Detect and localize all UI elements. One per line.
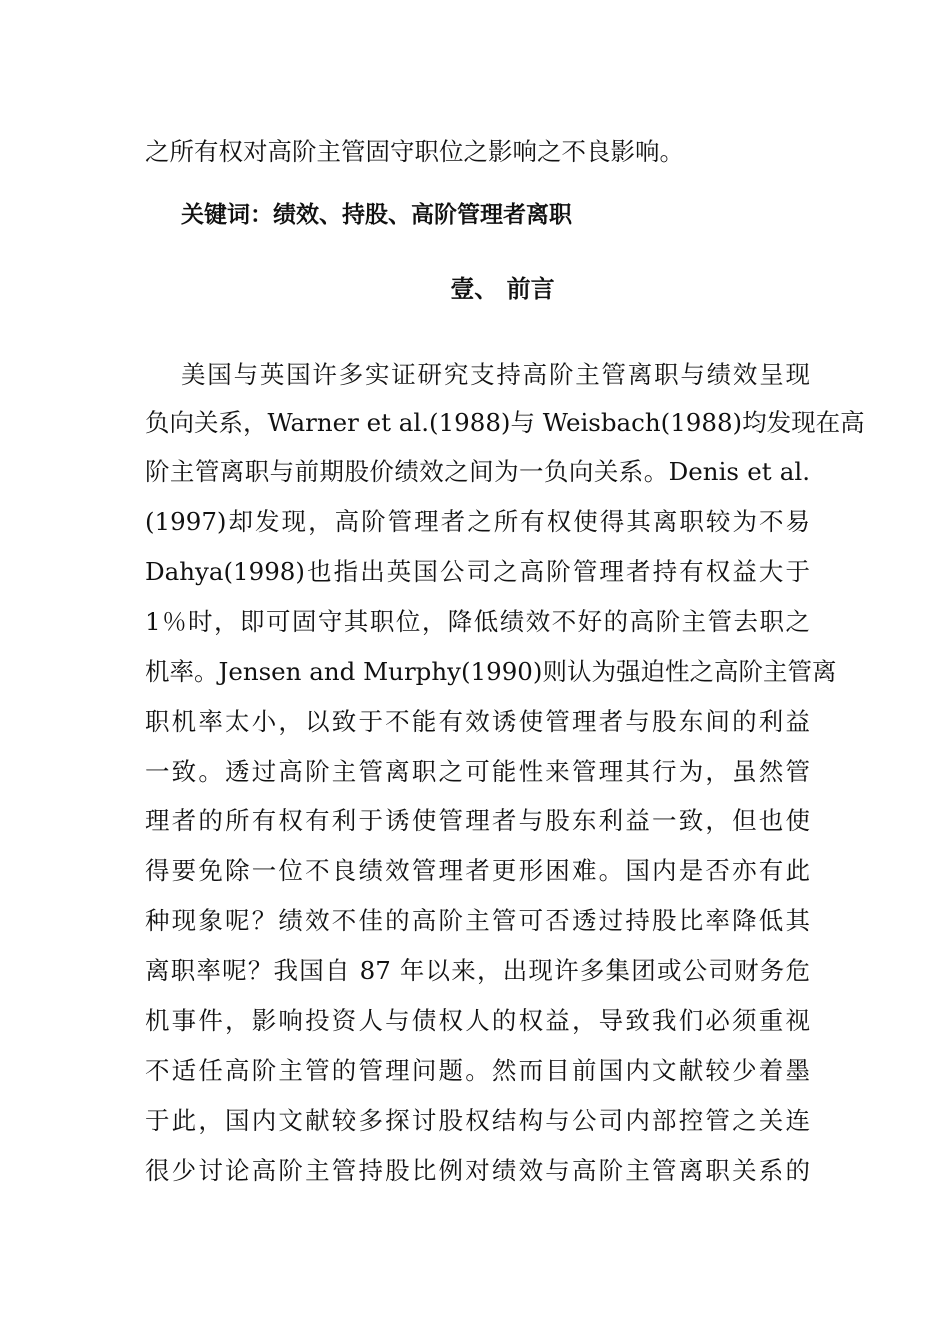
keywords-line: 关键词：绩效、持股、高阶管理者离职 bbox=[181, 202, 572, 228]
paragraph-line: 离职率呢？我国自 87 年以来，出现许多集团或公司财务危 bbox=[145, 956, 810, 985]
paragraph-line: 阶主管离职与前期股价绩效之间为一负向关系。Denis et al. bbox=[145, 457, 810, 486]
document-page bbox=[145, 0, 865, 1344]
paragraph-line: Dahya(1998)也指出英国公司之高阶管理者持有权益大于 bbox=[145, 557, 810, 586]
paragraph-line: 种现象呢？绩效不佳的高阶主管可否透过持股比率降低其 bbox=[145, 906, 810, 935]
paragraph-line: 理者的所有权有利于诱使管理者与股东利益一致，但也使 bbox=[145, 806, 810, 835]
paragraph-line: 很少讨论高阶主管持股比例对绩效与高阶主管离职关系的 bbox=[145, 1156, 810, 1185]
paragraph-line: 不适任高阶主管的管理问题。然而目前国内文献较少着墨 bbox=[145, 1056, 810, 1085]
paragraph-line: 1％时，即可固守其职位，降低绩效不好的高阶主管去职之 bbox=[145, 607, 810, 636]
paragraph-line: 机事件，影响投资人与债权人的权益，导致我们必须重视 bbox=[145, 1006, 810, 1035]
paragraph-line: 机率。Jensen and Murphy(1990)则认为强迫性之高阶主管离 bbox=[145, 657, 837, 686]
paragraph-line: 美国与英国许多实证研究支持高阶主管离职与绩效呈现 bbox=[181, 360, 810, 389]
paragraph-line: 一致。透过高阶主管离职之可能性来管理其行为，虽然管 bbox=[145, 757, 810, 786]
paragraph-line: 得要免除一位不良绩效管理者更形困难。国内是否亦有此 bbox=[145, 856, 810, 885]
paragraph-line: 于此，国内文献较多探讨股权结构与公司内部控管之关连 bbox=[145, 1106, 810, 1135]
paragraph-line: 职机率太小，以致于不能有效诱使管理者与股东间的利益 bbox=[145, 707, 810, 736]
paragraph-line: 负向关系，Warner et al.(1988)与 Weisbach(1988)均发现在高 bbox=[145, 408, 865, 437]
section-heading: 壹、 前言 bbox=[450, 275, 555, 303]
opening-line: 之所有权对高阶主管固守职位之影响之不良影响。 bbox=[145, 137, 684, 166]
paragraph-line: (1997)却发现，高阶管理者之所有权使得其离职较为不易 bbox=[145, 507, 810, 536]
